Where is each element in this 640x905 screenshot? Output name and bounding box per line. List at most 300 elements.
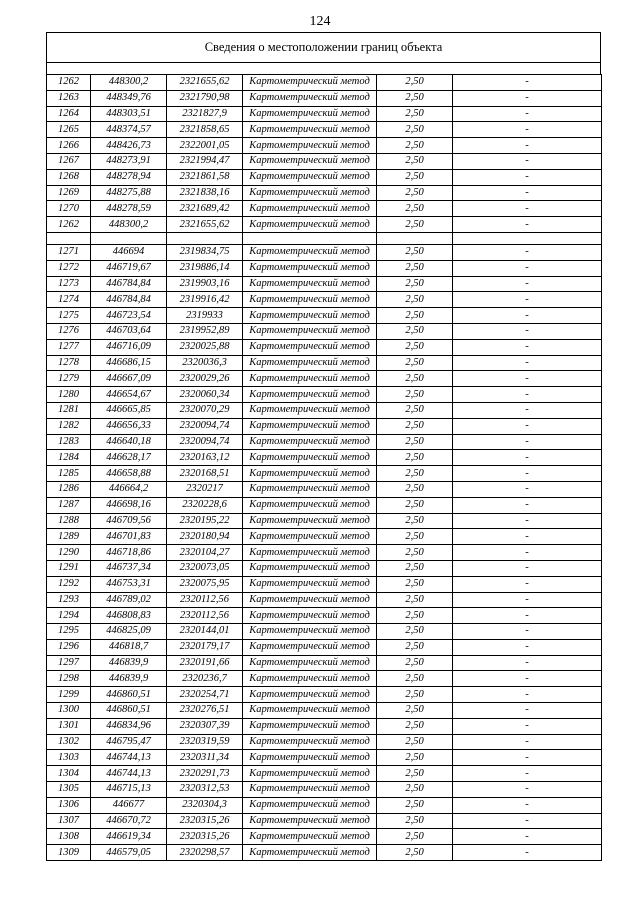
y-coordinate-cell: 2321827,9: [167, 106, 243, 122]
accuracy-cell: 2,50: [377, 655, 453, 671]
table-row: [47, 402, 602, 418]
table-row: [47, 608, 602, 624]
y-coordinate-cell: 2320304,3: [167, 797, 243, 813]
y-coordinate-cell: 2319933: [167, 308, 243, 324]
y-coordinate-cell: 2321838,16: [167, 185, 243, 201]
table-row: [47, 122, 602, 138]
description-cell: -: [453, 529, 602, 545]
point-number-cell: 1294: [47, 608, 91, 624]
table-row: [47, 339, 602, 355]
accuracy-cell: 2,50: [377, 185, 453, 201]
point-number-cell: 1278: [47, 355, 91, 371]
y-coordinate-cell: 2321655,62: [167, 75, 243, 91]
description-cell: -: [453, 481, 602, 497]
separator-cell: [91, 232, 167, 244]
point-number-cell: 1293: [47, 592, 91, 608]
accuracy-cell: 2,50: [377, 592, 453, 608]
point-number-cell: 1303: [47, 750, 91, 766]
separator-cell: [47, 232, 91, 244]
method-cell: Картометрический метод: [243, 387, 377, 403]
y-coordinate-cell: 2320060,34: [167, 387, 243, 403]
separator-cell: [167, 232, 243, 244]
y-coordinate-cell: 2319916,42: [167, 292, 243, 308]
accuracy-cell: 2,50: [377, 339, 453, 355]
description-cell: -: [453, 576, 602, 592]
x-coordinate-cell: 446784,84: [91, 276, 167, 292]
y-coordinate-cell: 2320217: [167, 481, 243, 497]
group-separator-row: [47, 232, 602, 244]
x-coordinate-cell: 448300,2: [91, 75, 167, 91]
description-cell: -: [453, 169, 602, 185]
table-row: [47, 813, 602, 829]
method-cell: Картометрический метод: [243, 323, 377, 339]
description-cell: -: [453, 655, 602, 671]
table-row: [47, 766, 602, 782]
accuracy-cell: 2,50: [377, 481, 453, 497]
description-cell: -: [453, 829, 602, 845]
point-number-cell: 1280: [47, 387, 91, 403]
table-row: [47, 845, 602, 861]
method-cell: Картометрический метод: [243, 481, 377, 497]
method-cell: Картометрический метод: [243, 608, 377, 624]
table-row: [47, 387, 602, 403]
page-number: 124: [309, 14, 331, 29]
point-number-cell: 1265: [47, 122, 91, 138]
description-cell: -: [453, 276, 602, 292]
accuracy-cell: 2,50: [377, 703, 453, 719]
y-coordinate-cell: 2320179,17: [167, 639, 243, 655]
y-coordinate-cell: 2320315,26: [167, 829, 243, 845]
x-coordinate-cell: 448278,59: [91, 201, 167, 217]
accuracy-cell: 2,50: [377, 434, 453, 450]
accuracy-cell: 2,50: [377, 122, 453, 138]
accuracy-cell: 2,50: [377, 450, 453, 466]
method-cell: Картометрический метод: [243, 718, 377, 734]
table-row: [47, 90, 602, 106]
description-cell: -: [453, 387, 602, 403]
x-coordinate-cell: 446664,2: [91, 481, 167, 497]
table-row: [47, 560, 602, 576]
y-coordinate-cell: 2320312,53: [167, 782, 243, 798]
y-coordinate-cell: 2320070,29: [167, 402, 243, 418]
description-cell: -: [453, 244, 602, 260]
point-number-cell: 1271: [47, 244, 91, 260]
accuracy-cell: 2,50: [377, 829, 453, 845]
y-coordinate-cell: 2321655,62: [167, 217, 243, 233]
x-coordinate-cell: 448273,91: [91, 153, 167, 169]
accuracy-cell: 2,50: [377, 217, 453, 233]
table-row: [47, 201, 602, 217]
point-number-cell: 1276: [47, 323, 91, 339]
x-coordinate-cell: 446665,85: [91, 402, 167, 418]
description-cell: -: [453, 671, 602, 687]
table-row: [47, 434, 602, 450]
accuracy-cell: 2,50: [377, 153, 453, 169]
accuracy-cell: 2,50: [377, 560, 453, 576]
table-row: [47, 466, 602, 482]
y-coordinate-cell: 2320298,57: [167, 845, 243, 861]
x-coordinate-cell: 446808,83: [91, 608, 167, 624]
y-coordinate-cell: 2320025,88: [167, 339, 243, 355]
point-number-cell: 1290: [47, 545, 91, 561]
accuracy-cell: 2,50: [377, 624, 453, 640]
x-coordinate-cell: 446789,02: [91, 592, 167, 608]
x-coordinate-cell: 448426,73: [91, 138, 167, 154]
y-coordinate-cell: 2320094,74: [167, 434, 243, 450]
y-coordinate-cell: 2320180,94: [167, 529, 243, 545]
table-row: [47, 323, 602, 339]
method-cell: Картометрический метод: [243, 687, 377, 703]
point-number-cell: 1292: [47, 576, 91, 592]
method-cell: Картометрический метод: [243, 766, 377, 782]
description-cell: -: [453, 797, 602, 813]
x-coordinate-cell: 446715,13: [91, 782, 167, 798]
y-coordinate-cell: 2320276,51: [167, 703, 243, 719]
point-number-cell: 1289: [47, 529, 91, 545]
accuracy-cell: 2,50: [377, 782, 453, 798]
description-cell: -: [453, 402, 602, 418]
method-cell: Картометрический метод: [243, 201, 377, 217]
table-row: [47, 655, 602, 671]
accuracy-cell: 2,50: [377, 671, 453, 687]
point-number-cell: 1266: [47, 138, 91, 154]
table-row: [47, 217, 602, 233]
description-cell: -: [453, 308, 602, 324]
y-coordinate-cell: 2319886,14: [167, 260, 243, 276]
y-coordinate-cell: 2320168,51: [167, 466, 243, 482]
table-row: [47, 750, 602, 766]
description-cell: -: [453, 513, 602, 529]
y-coordinate-cell: 2320291,73: [167, 766, 243, 782]
x-coordinate-cell: 448374,57: [91, 122, 167, 138]
point-number-cell: 1301: [47, 718, 91, 734]
separator-cell: [377, 232, 453, 244]
point-number-cell: 1273: [47, 276, 91, 292]
table-row: [47, 734, 602, 750]
method-cell: Картометрический метод: [243, 466, 377, 482]
description-cell: -: [453, 371, 602, 387]
x-coordinate-cell: 446667,09: [91, 371, 167, 387]
method-cell: Картометрический метод: [243, 122, 377, 138]
accuracy-cell: 2,50: [377, 845, 453, 861]
y-coordinate-cell: 2319834,75: [167, 244, 243, 260]
x-coordinate-cell: 446694: [91, 244, 167, 260]
description-cell: -: [453, 339, 602, 355]
accuracy-cell: 2,50: [377, 402, 453, 418]
coordinates-table: [46, 74, 602, 861]
accuracy-cell: 2,50: [377, 138, 453, 154]
y-coordinate-cell: 2320073,05: [167, 560, 243, 576]
method-cell: Картометрический метод: [243, 576, 377, 592]
y-coordinate-cell: 2320254,71: [167, 687, 243, 703]
x-coordinate-cell: 446628,17: [91, 450, 167, 466]
x-coordinate-cell: 446709,56: [91, 513, 167, 529]
accuracy-cell: 2,50: [377, 75, 453, 91]
method-cell: Картометрический метод: [243, 829, 377, 845]
y-coordinate-cell: 2320029,26: [167, 371, 243, 387]
y-coordinate-cell: 2321994,47: [167, 153, 243, 169]
x-coordinate-cell: 446640,18: [91, 434, 167, 450]
table-row: [47, 529, 602, 545]
method-cell: Картометрический метод: [243, 260, 377, 276]
x-coordinate-cell: 448278,94: [91, 169, 167, 185]
accuracy-cell: 2,50: [377, 260, 453, 276]
y-coordinate-cell: 2320315,26: [167, 813, 243, 829]
description-cell: -: [453, 624, 602, 640]
y-coordinate-cell: 2320228,6: [167, 497, 243, 513]
table-row: [47, 153, 602, 169]
accuracy-cell: 2,50: [377, 308, 453, 324]
x-coordinate-cell: 446701,83: [91, 529, 167, 545]
description-cell: -: [453, 418, 602, 434]
description-cell: -: [453, 90, 602, 106]
method-cell: Картометрический метод: [243, 169, 377, 185]
accuracy-cell: 2,50: [377, 387, 453, 403]
method-cell: Картометрический метод: [243, 185, 377, 201]
table-row: [47, 592, 602, 608]
method-cell: Картометрический метод: [243, 560, 377, 576]
accuracy-cell: 2,50: [377, 169, 453, 185]
description-cell: -: [453, 260, 602, 276]
separator-cell: [453, 232, 602, 244]
header-spacer: [46, 62, 601, 74]
point-number-cell: 1304: [47, 766, 91, 782]
accuracy-cell: 2,50: [377, 639, 453, 655]
y-coordinate-cell: 2320311,34: [167, 750, 243, 766]
accuracy-cell: 2,50: [377, 323, 453, 339]
x-coordinate-cell: 446686,15: [91, 355, 167, 371]
x-coordinate-cell: 446619,34: [91, 829, 167, 845]
point-number-cell: 1277: [47, 339, 91, 355]
method-cell: Картометрический метод: [243, 75, 377, 91]
table-row: [47, 639, 602, 655]
method-cell: Картометрический метод: [243, 138, 377, 154]
table-row: [47, 260, 602, 276]
point-number-cell: 1286: [47, 481, 91, 497]
accuracy-cell: 2,50: [377, 497, 453, 513]
point-number-cell: 1268: [47, 169, 91, 185]
accuracy-cell: 2,50: [377, 418, 453, 434]
description-cell: -: [453, 185, 602, 201]
y-coordinate-cell: 2320195,22: [167, 513, 243, 529]
description-cell: -: [453, 106, 602, 122]
description-cell: -: [453, 497, 602, 513]
method-cell: Картометрический метод: [243, 750, 377, 766]
y-coordinate-cell: 2320112,56: [167, 592, 243, 608]
point-number-cell: 1282: [47, 418, 91, 434]
y-coordinate-cell: 2321861,58: [167, 169, 243, 185]
table-row: [47, 418, 602, 434]
point-number-cell: 1288: [47, 513, 91, 529]
x-coordinate-cell: 448303,51: [91, 106, 167, 122]
table-row: [47, 185, 602, 201]
separator-cell: [243, 232, 377, 244]
point-number-cell: 1298: [47, 671, 91, 687]
method-cell: Картометрический метод: [243, 639, 377, 655]
point-number-cell: 1285: [47, 466, 91, 482]
y-coordinate-cell: 2320163,12: [167, 450, 243, 466]
table-row: [47, 138, 602, 154]
accuracy-cell: 2,50: [377, 687, 453, 703]
x-coordinate-cell: 446860,51: [91, 703, 167, 719]
x-coordinate-cell: 446656,33: [91, 418, 167, 434]
description-cell: -: [453, 750, 602, 766]
method-cell: Картометрический метод: [243, 592, 377, 608]
description-cell: -: [453, 813, 602, 829]
accuracy-cell: 2,50: [377, 797, 453, 813]
description-cell: -: [453, 153, 602, 169]
y-coordinate-cell: 2321689,42: [167, 201, 243, 217]
table-row: [47, 276, 602, 292]
method-cell: Картометрический метод: [243, 845, 377, 861]
table-row: [47, 497, 602, 513]
description-cell: -: [453, 845, 602, 861]
y-coordinate-cell: 2320307,39: [167, 718, 243, 734]
accuracy-cell: 2,50: [377, 371, 453, 387]
table-row: [47, 169, 602, 185]
point-number-cell: 1281: [47, 402, 91, 418]
method-cell: Картометрический метод: [243, 497, 377, 513]
x-coordinate-cell: 448275,88: [91, 185, 167, 201]
method-cell: Картометрический метод: [243, 244, 377, 260]
y-coordinate-cell: 2320112,56: [167, 608, 243, 624]
point-number-cell: 1264: [47, 106, 91, 122]
point-number-cell: 1295: [47, 624, 91, 640]
table-row: [47, 371, 602, 387]
accuracy-cell: 2,50: [377, 90, 453, 106]
x-coordinate-cell: 446698,16: [91, 497, 167, 513]
point-number-cell: 1300: [47, 703, 91, 719]
method-cell: Картометрический метод: [243, 813, 377, 829]
table-row: [47, 797, 602, 813]
point-number-cell: 1291: [47, 560, 91, 576]
description-cell: -: [453, 138, 602, 154]
x-coordinate-cell: 446703,64: [91, 323, 167, 339]
x-coordinate-cell: 446719,67: [91, 260, 167, 276]
y-coordinate-cell: 2321858,65: [167, 122, 243, 138]
table-row: [47, 576, 602, 592]
accuracy-cell: 2,50: [377, 734, 453, 750]
point-number-cell: 1297: [47, 655, 91, 671]
point-number-cell: 1305: [47, 782, 91, 798]
point-number-cell: 1299: [47, 687, 91, 703]
table-row: [47, 687, 602, 703]
method-cell: Картометрический метод: [243, 355, 377, 371]
table-row: [47, 292, 602, 308]
method-cell: Картометрический метод: [243, 339, 377, 355]
description-cell: -: [453, 75, 602, 91]
y-coordinate-cell: 2321790,98: [167, 90, 243, 106]
point-number-cell: 1263: [47, 90, 91, 106]
y-coordinate-cell: 2320319,59: [167, 734, 243, 750]
table-row: [47, 782, 602, 798]
table-title: Сведения о местоположении границ объекта: [46, 32, 601, 62]
point-number-cell: 1262: [47, 217, 91, 233]
point-number-cell: 1296: [47, 639, 91, 655]
x-coordinate-cell: 446753,31: [91, 576, 167, 592]
description-cell: -: [453, 639, 602, 655]
x-coordinate-cell: 446744,13: [91, 750, 167, 766]
description-cell: -: [453, 782, 602, 798]
table-row: [47, 481, 602, 497]
point-number-cell: 1275: [47, 308, 91, 324]
table-row: [47, 106, 602, 122]
method-cell: Картометрический метод: [243, 624, 377, 640]
accuracy-cell: 2,50: [377, 513, 453, 529]
accuracy-cell: 2,50: [377, 201, 453, 217]
x-coordinate-cell: 446860,51: [91, 687, 167, 703]
description-cell: -: [453, 292, 602, 308]
point-number-cell: 1302: [47, 734, 91, 750]
method-cell: Картометрический метод: [243, 703, 377, 719]
x-coordinate-cell: 446579,05: [91, 845, 167, 861]
method-cell: Картометрический метод: [243, 276, 377, 292]
table-row: [47, 829, 602, 845]
point-number-cell: 1287: [47, 497, 91, 513]
x-coordinate-cell: 446677: [91, 797, 167, 813]
description-cell: -: [453, 323, 602, 339]
accuracy-cell: 2,50: [377, 718, 453, 734]
x-coordinate-cell: 446839,9: [91, 671, 167, 687]
method-cell: Картометрический метод: [243, 371, 377, 387]
method-cell: Картометрический метод: [243, 106, 377, 122]
description-cell: -: [453, 466, 602, 482]
table-row: [47, 75, 602, 91]
x-coordinate-cell: 446737,34: [91, 560, 167, 576]
table-row: [47, 718, 602, 734]
method-cell: Картометрический метод: [243, 434, 377, 450]
table-row: [47, 703, 602, 719]
x-coordinate-cell: 446654,67: [91, 387, 167, 403]
method-cell: Картометрический метод: [243, 671, 377, 687]
y-coordinate-cell: 2322001,05: [167, 138, 243, 154]
accuracy-cell: 2,50: [377, 106, 453, 122]
point-number-cell: 1284: [47, 450, 91, 466]
accuracy-cell: 2,50: [377, 576, 453, 592]
point-number-cell: 1267: [47, 153, 91, 169]
point-number-cell: 1279: [47, 371, 91, 387]
point-number-cell: 1283: [47, 434, 91, 450]
table-row: [47, 671, 602, 687]
method-cell: Картометрический метод: [243, 655, 377, 671]
method-cell: Картометрический метод: [243, 513, 377, 529]
method-cell: Картометрический метод: [243, 529, 377, 545]
x-coordinate-cell: 446716,09: [91, 339, 167, 355]
accuracy-cell: 2,50: [377, 276, 453, 292]
method-cell: Картометрический метод: [243, 450, 377, 466]
table-row: [47, 545, 602, 561]
x-coordinate-cell: 446658,88: [91, 466, 167, 482]
table-row: [47, 624, 602, 640]
point-number-cell: 1270: [47, 201, 91, 217]
accuracy-cell: 2,50: [377, 529, 453, 545]
x-coordinate-cell: 446744,13: [91, 766, 167, 782]
description-cell: -: [453, 592, 602, 608]
description-cell: -: [453, 355, 602, 371]
description-cell: -: [453, 450, 602, 466]
y-coordinate-cell: 2320191,66: [167, 655, 243, 671]
accuracy-cell: 2,50: [377, 466, 453, 482]
table-row: [47, 355, 602, 371]
x-coordinate-cell: 446723,54: [91, 308, 167, 324]
y-coordinate-cell: 2319903,16: [167, 276, 243, 292]
point-number-cell: 1309: [47, 845, 91, 861]
x-coordinate-cell: 448349,76: [91, 90, 167, 106]
point-number-cell: 1272: [47, 260, 91, 276]
x-coordinate-cell: 446784,84: [91, 292, 167, 308]
y-coordinate-cell: 2320036,3: [167, 355, 243, 371]
accuracy-cell: 2,50: [377, 292, 453, 308]
